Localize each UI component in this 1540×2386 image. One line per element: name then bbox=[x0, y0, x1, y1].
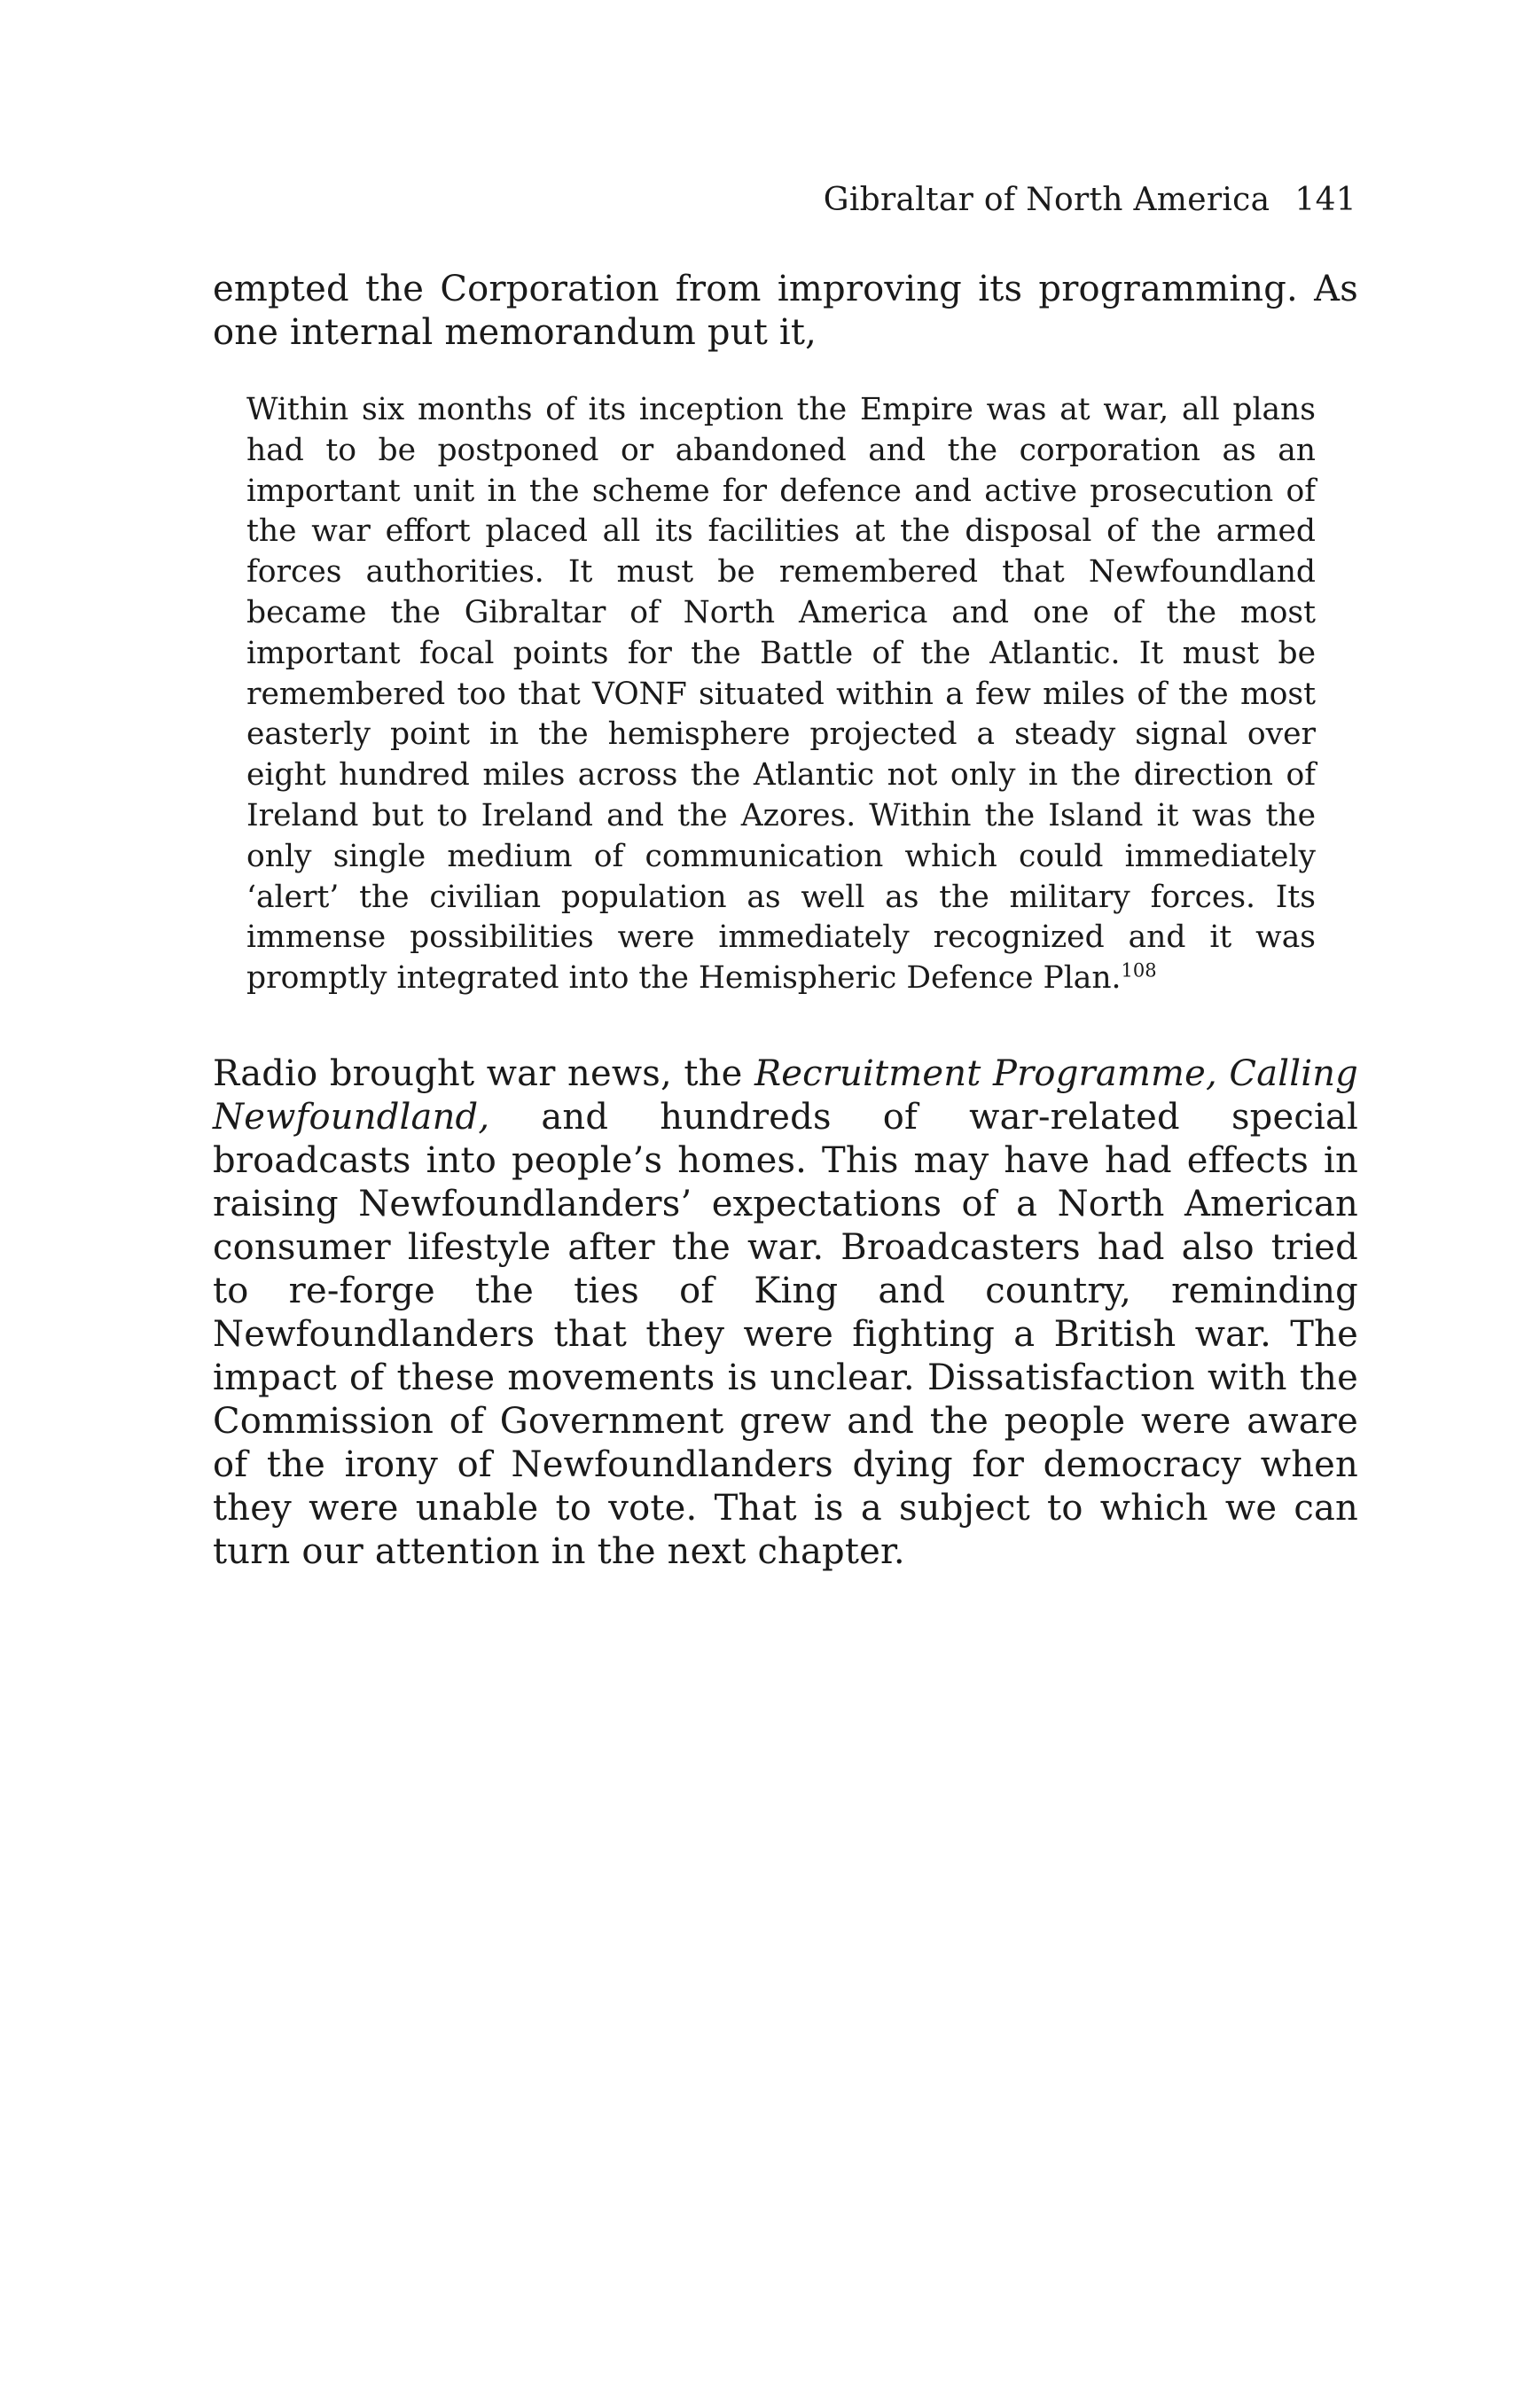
closing-paragraph bbox=[213, 1052, 1358, 1574]
closing-text-start: Radio brought war news, the bbox=[213, 1053, 754, 1094]
footnote-reference: 108 bbox=[1121, 959, 1157, 982]
intro-paragraph: empted the Corporation from improving its programming. As one internal memorandum put it, bbox=[213, 269, 1358, 353]
program-title-italic: Recruitment Programme, Calling Newfoundland, bbox=[213, 1053, 1358, 1138]
block-quote bbox=[246, 390, 1316, 999]
closing-text-end: and hundreds of war-related special broadcasts into people’s homes. This may have had effects in raising Newfoundlanders’ expectations of a North American consumer lifestyle after the war. Broadcasters had also tried to re-forge the ties of King and country, reminding Newfoundlanders that they were fighting a British war. The impact of these movements is unclear. Dissatisfaction with the Commission of Government grew and the people were aware of the irony of Newfoundlanders dying for democracy when they were unable to vote. That is a subject to which we can turn our attention in the next chapter. bbox=[213, 1097, 1358, 1572]
block-quote-text: Within six months of its inception the Empire was at war, all plans had to be postponed or abandoned and the corporation as an important unit in the scheme for defence and active prosecution of the war effort placed all its facilities at the disposal of the armed forces authorities. It must be remembered that Newfoundland became the Gibraltar of North America and one of the most important focal points for the Battle of the Atlantic. It must be remembered too that VONF situated within a few miles of the most easterly point in the hemisphere projected a steady signal over eight hundred miles across the Atlantic not only in the direction of Ireland but to Ireland and the Azores. Within the Island it was the only single medium of communication which could immediately ‘alert’ the civilian population as well as the military forces. Its immense possibilities were immediately recognized and it was promptly integrated into the Hemispheric Defence Plan. bbox=[246, 392, 1316, 997]
running-title: Gibraltar of North America bbox=[823, 182, 1270, 218]
running-header bbox=[213, 182, 1356, 218]
page-number: 141 bbox=[1294, 182, 1356, 218]
